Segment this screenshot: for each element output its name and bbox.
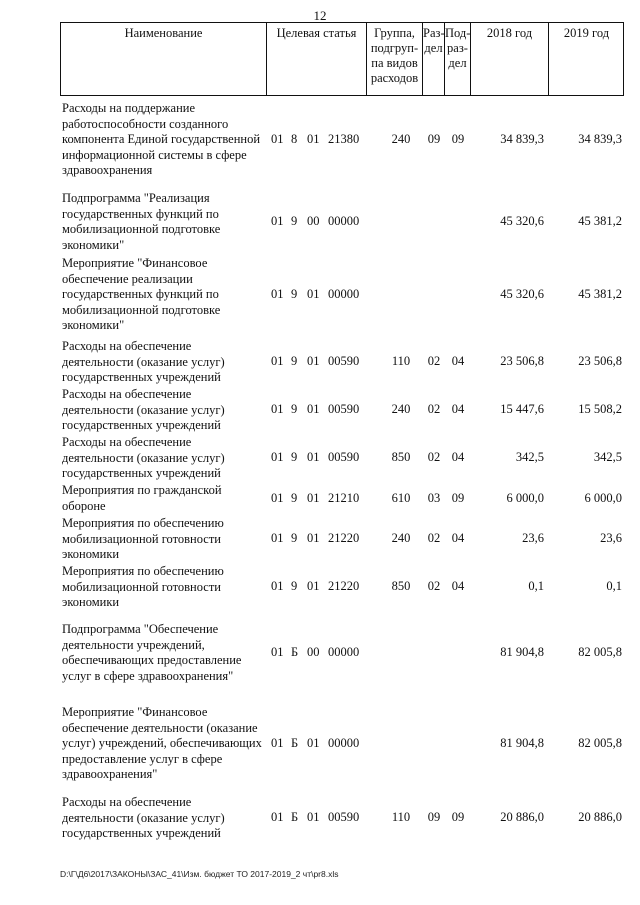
row-code-direction: 00000 — [328, 287, 360, 301]
row-code-subprogram: 9 — [291, 450, 298, 464]
row-name: Подпрограмма "Обеспечение деятельности учреждений, обеспечивающих предоставление услуг в сфере здравоохранения" — [62, 622, 242, 683]
row-subsection: 04 — [451, 354, 465, 368]
row-code-measure: 00 — [307, 214, 320, 228]
header-2019 — [548, 22, 624, 96]
file-path-footer: D:\Г\Д6\2017\ЗАКОНЫ\ЗАС_41\Изм. бюджет ТО 2017-2019_2 чт\pr8.xls — [60, 869, 339, 879]
row-amount-2019: 45 381,2 — [578, 287, 622, 301]
row-name: Подпрограмма "Реализация государственных функций по мобилизационной подготовке экономики" — [62, 191, 221, 252]
row-amount-2018: 81 904,8 — [500, 645, 544, 659]
header-group-line: расходов — [370, 71, 419, 85]
row-subsection: 04 — [451, 531, 465, 545]
row-amount-2018: 20 886,0 — [500, 810, 544, 824]
row-amount-2019: 15 508,2 — [578, 402, 622, 416]
row-amount-2019: 82 005,8 — [578, 645, 622, 659]
row-amount-2019: 0,1 — [606, 579, 622, 593]
header-subsection-line: Под- — [445, 26, 471, 40]
row-code-subprogram: Б — [291, 645, 299, 659]
header-name — [60, 22, 266, 96]
row-name: Расходы на обеспечение деятельности (оказание услуг) государственных учреждений — [62, 435, 225, 480]
row-code-program: 01 — [271, 287, 284, 301]
row-subsection: 04 — [451, 579, 465, 593]
header-group — [366, 22, 422, 96]
row-amount-2018: 23 506,8 — [500, 354, 544, 368]
row-code-program: 01 — [271, 645, 284, 659]
row-amount-2018: 15 447,6 — [500, 402, 544, 416]
row-code-subprogram: 9 — [291, 287, 298, 301]
row-amount-2019: 6 000,0 — [584, 491, 622, 505]
header-group-line: па видов — [371, 56, 418, 70]
row-expense-group: 110 — [391, 354, 411, 368]
header-group-line: Группа, — [374, 26, 415, 40]
row-code-direction: 21220 — [328, 579, 360, 593]
row-code-direction: 00590 — [328, 810, 360, 824]
row-code-program: 01 — [271, 354, 284, 368]
row-name: Расходы на обеспечение деятельности (оказание услуг) государственных учреждений — [62, 339, 225, 384]
row-amount-2018: 342,5 — [515, 450, 544, 464]
row-expense-group: 110 — [391, 810, 411, 824]
row-code-program: 01 — [271, 132, 284, 146]
row-code-direction: 21210 — [328, 491, 360, 505]
row-code-subprogram: 9 — [291, 491, 298, 505]
row-amount-2019: 342,5 — [593, 450, 622, 464]
row-code-subprogram: Б — [291, 736, 299, 750]
row-code-measure: 01 — [307, 450, 320, 464]
row-section: 03 — [427, 491, 441, 505]
row-code-subprogram: 9 — [291, 579, 298, 593]
header-2018 — [470, 22, 548, 96]
row-subsection: 04 — [451, 450, 465, 464]
row-code-measure: 01 — [307, 531, 320, 545]
row-code-measure: 01 — [307, 579, 320, 593]
row-expense-group: 240 — [391, 132, 411, 146]
header-subsection — [444, 22, 470, 96]
row-amount-2018: 45 320,6 — [500, 287, 544, 301]
row-code-subprogram: Б — [291, 810, 299, 824]
row-code-measure: 01 — [307, 132, 320, 146]
header-subsection-line: дел — [448, 56, 467, 70]
row-name: Мероприятия по обеспечению мобилизационной готовности экономики — [62, 516, 224, 561]
row-amount-2018: 6 000,0 — [506, 491, 544, 505]
row-section: 09 — [427, 810, 441, 824]
row-subsection: 04 — [451, 402, 465, 416]
row-section: 02 — [427, 354, 441, 368]
row-section: 02 — [427, 402, 441, 416]
row-amount-2019: 23 506,8 — [578, 354, 622, 368]
row-code-subprogram: 8 — [291, 132, 298, 146]
row-name: Мероприятия по обеспечению мобилизационной готовности экономики — [62, 564, 224, 609]
row-code-program: 01 — [271, 450, 284, 464]
row-amount-2019: 20 886,0 — [578, 810, 622, 824]
row-amount-2019: 82 005,8 — [578, 736, 622, 750]
row-section: 02 — [427, 450, 441, 464]
row-amount-2018: 23,6 — [522, 531, 544, 545]
row-code-direction: 00000 — [328, 214, 360, 228]
row-expense-group: 240 — [391, 531, 411, 545]
row-name: Мероприятия по гражданской обороне — [62, 483, 222, 513]
row-expense-group: 240 — [391, 402, 411, 416]
row-code-subprogram: 9 — [291, 402, 298, 416]
row-expense-group: 850 — [391, 450, 411, 464]
header-target — [266, 22, 366, 96]
row-expense-group: 850 — [391, 579, 411, 593]
header-subsection-line: раз- — [447, 41, 468, 55]
row-expense-group: 610 — [391, 491, 411, 505]
row-code-direction: 21380 — [328, 132, 360, 146]
row-amount-2019: 23,6 — [600, 531, 622, 545]
row-code-direction: 00000 — [328, 736, 360, 750]
header-section-line: дел — [424, 41, 443, 55]
row-amount-2018: 0,1 — [528, 579, 544, 593]
row-code-direction: 00590 — [328, 450, 360, 464]
row-code-measure: 01 — [307, 491, 320, 505]
header-2018-text: 2018 год — [486, 26, 533, 40]
row-section: 09 — [427, 132, 441, 146]
header-group-line: подгруп- — [370, 41, 419, 55]
row-section: 02 — [427, 531, 441, 545]
row-code-subprogram: 9 — [291, 354, 298, 368]
row-code-program: 01 — [271, 402, 284, 416]
row-code-measure: 01 — [307, 810, 320, 824]
row-subsection: 09 — [451, 491, 465, 505]
row-code-direction: 00590 — [328, 402, 360, 416]
row-name: Расходы на обеспечение деятельности (оказание услуг) государственных учреждений — [62, 387, 225, 432]
row-subsection: 09 — [451, 132, 465, 146]
row-subsection: 09 — [451, 810, 465, 824]
header-target-text: Целевая статья — [276, 26, 357, 40]
row-code-program: 01 — [271, 579, 284, 593]
table-header — [60, 22, 624, 96]
row-code-direction: 00590 — [328, 354, 360, 368]
row-code-direction: 21220 — [328, 531, 360, 545]
row-code-subprogram: 9 — [291, 214, 298, 228]
row-amount-2018: 34 839,3 — [500, 132, 544, 146]
row-name: Мероприятие "Финансовое обеспечение деятельности (оказание услуг) учреждений, обеспечивающих предоставление услуг в сфере здравоохранения" — [62, 705, 262, 781]
header-name-text: Наименование — [124, 26, 203, 40]
row-section: 02 — [427, 579, 441, 593]
row-code-measure: 01 — [307, 402, 320, 416]
row-code-program: 01 — [271, 736, 284, 750]
row-code-measure: 01 — [307, 736, 320, 750]
row-code-measure: 01 — [307, 287, 320, 301]
row-name: Расходы на поддержание работоспособности созданного компонента Единой государственной информационной системы в сфере здравоохранения — [62, 101, 261, 177]
row-name: Мероприятие "Финансовое обеспечение реализации государственных функций по мобилизационной подготовке экономики" — [62, 256, 221, 332]
header-section — [422, 22, 444, 96]
row-code-program: 01 — [271, 214, 284, 228]
row-code-program: 01 — [271, 491, 284, 505]
row-code-subprogram: 9 — [291, 531, 298, 545]
row-code-program: 01 — [271, 531, 284, 545]
row-amount-2018: 45 320,6 — [500, 214, 544, 228]
header-2019-text: 2019 год — [563, 26, 610, 40]
row-code-measure: 00 — [307, 645, 320, 659]
row-amount-2019: 34 839,3 — [578, 132, 622, 146]
row-amount-2019: 45 381,2 — [578, 214, 622, 228]
row-amount-2018: 81 904,8 — [500, 736, 544, 750]
row-code-measure: 01 — [307, 354, 320, 368]
row-name: Расходы на обеспечение деятельности (оказание услуг) государственных учреждений — [62, 795, 225, 840]
row-code-program: 01 — [271, 810, 284, 824]
header-section-line: Раз- — [423, 26, 445, 40]
page-number: 12 — [313, 8, 327, 23]
row-code-direction: 00000 — [328, 645, 360, 659]
